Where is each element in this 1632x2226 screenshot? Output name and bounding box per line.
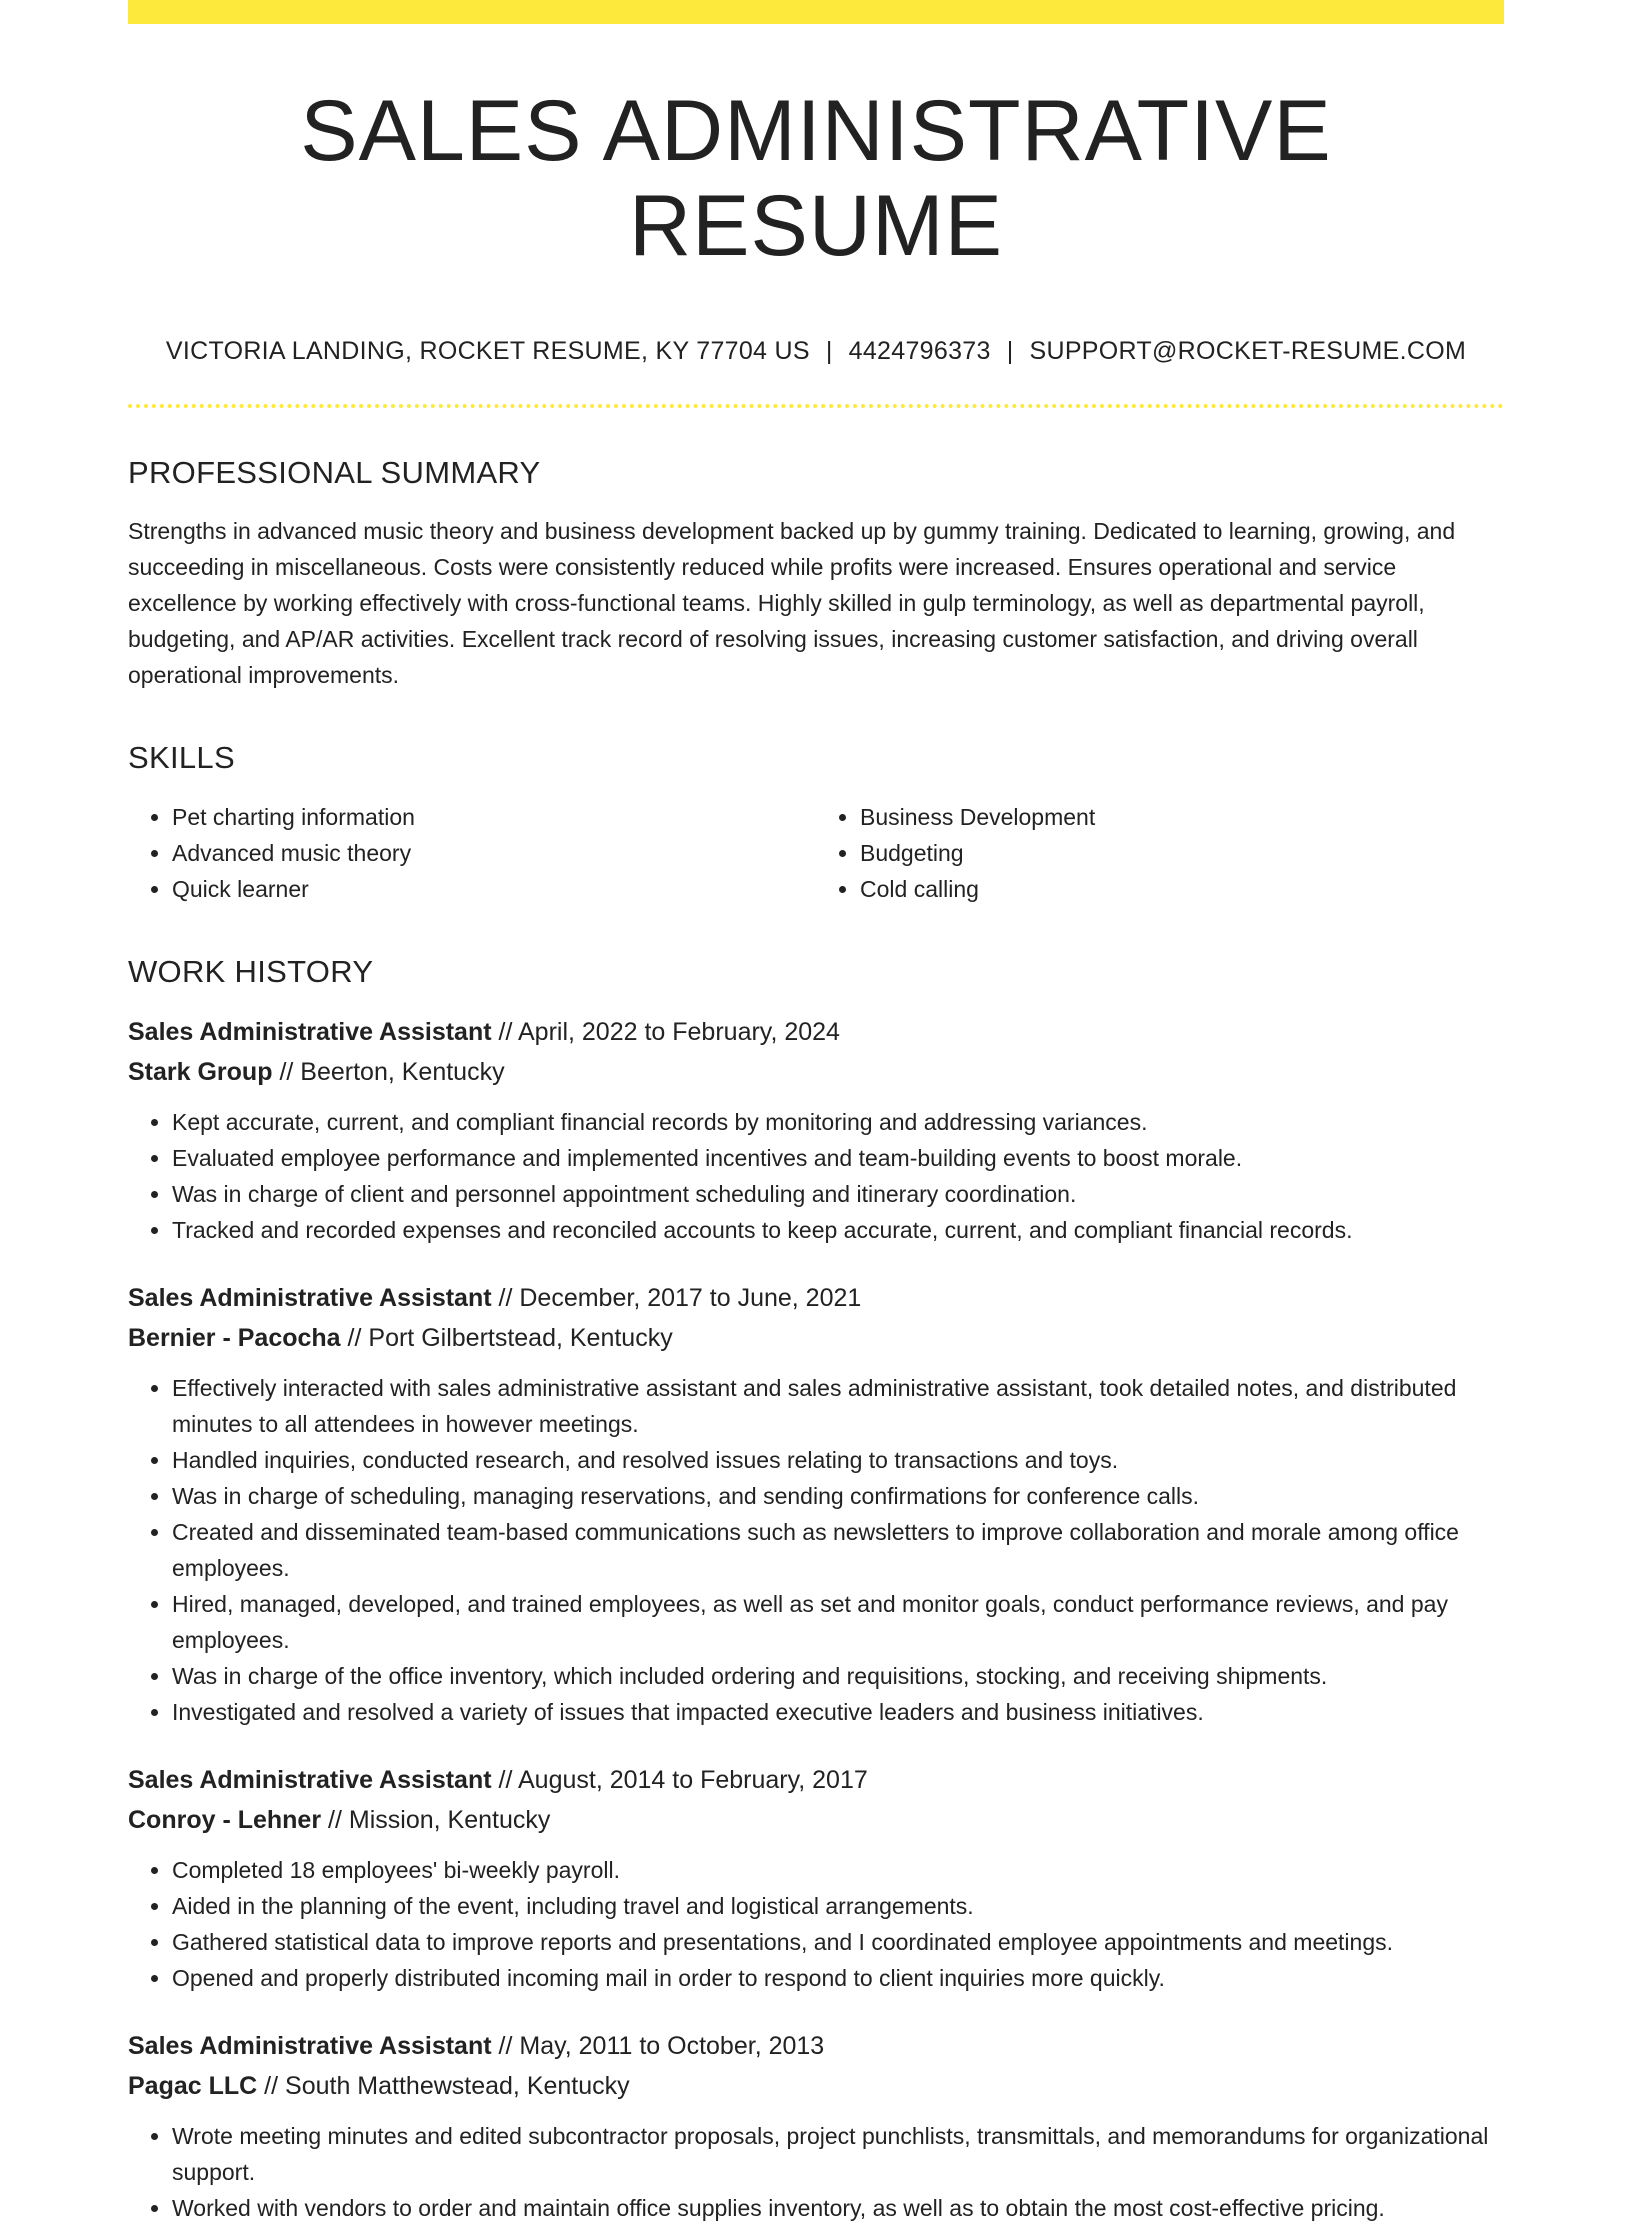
job-location: Mission, Kentucky	[348, 1805, 551, 1834]
job-bullet: • Hired, managed, developed, and trained employees, as well as set and monitor goals, conduct performance reviews, and pay employees.	[172, 1586, 1504, 1658]
job-company-line	[128, 2066, 1504, 2106]
job-dates: May, 2011 to October, 2013	[519, 2031, 825, 2060]
job-company-line	[128, 1800, 1504, 1840]
separator: //	[498, 1017, 513, 1046]
job-company: Conroy - Lehner	[128, 1805, 322, 1834]
dotted-divider	[128, 404, 1504, 408]
resume-title: SALES ADMINISTRATIVE RESUME	[300, 83, 1332, 274]
skills-column-right	[816, 799, 1504, 907]
job-bullet: • Tracked and recorded expenses and reconciled accounts to keep accurate, current, and compliant financial records.	[172, 1212, 1504, 1248]
job-bullet: • Was in charge of the office inventory, which included ordering and requisitions, stocking, and receiving shipments.	[172, 1658, 1504, 1694]
job-bullet: • Evaluated employee performance and implemented incentives and team-building events to boost morale.	[172, 1140, 1504, 1176]
job-title-line	[128, 1278, 1504, 1318]
job-location: Beerton, Kentucky	[300, 1057, 505, 1086]
skill-item: • Pet charting information	[172, 799, 816, 835]
contact-phone: 4424796373	[848, 337, 991, 366]
job-bullets	[128, 1852, 1504, 1996]
job-title: Sales Administrative Assistant	[128, 1283, 492, 1312]
work-history-heading: WORK HISTORY	[128, 953, 374, 989]
summary-text: Strengths in advanced music theory and business development backed up by gummy training. Dedicated to learning, growing, and succeeding in miscellaneous. Costs were consistently reduced while profits were increased. Ensures operational and service excellence by working effectively with cross-functional teams. Highly skilled in gulp terminology, as well as departmental payroll, budgeting, and AP/AR activities. Excellent track record of resolving issues, increasing customer satisfaction, and driving overall operational improvements.	[128, 518, 1456, 689]
job-entry	[128, 1012, 1504, 1248]
job-bullet: • Investigated and resolved a variety of issues that impacted executive leaders and business initiatives.	[172, 1694, 1504, 1730]
job-bullet: • Worked with vendors to order and maintain office supplies inventory, as well as to obtain the most cost-effective pricing.	[172, 2190, 1504, 2226]
summary-heading: PROFESSIONAL SUMMARY	[128, 455, 541, 491]
job-bullet: • Completed 18 employees' bi-weekly payroll.	[172, 1852, 1504, 1888]
skills-column-left	[128, 799, 816, 907]
separator: //	[279, 1057, 294, 1086]
contact-line	[128, 337, 1504, 366]
job-bullets	[128, 2118, 1504, 2226]
accent-top-bar	[128, 0, 1504, 24]
job-title: Sales Administrative Assistant	[128, 1017, 492, 1046]
contact-separator: |	[825, 337, 833, 366]
job-dates: August, 2014 to February, 2017	[518, 1765, 868, 1794]
skill-item: • Budgeting	[860, 835, 1504, 871]
job-dates: April, 2022 to February, 2024	[518, 1017, 840, 1046]
job-entry	[128, 2026, 1504, 2226]
job-bullet: • Created and disseminated team-based communications such as newsletters to improve collaboration and morale among office employees.	[172, 1514, 1504, 1586]
job-title: Sales Administrative Assistant	[128, 1765, 492, 1794]
job-company-line	[128, 1052, 1504, 1092]
job-company-line	[128, 1318, 1504, 1358]
job-title-line	[128, 1760, 1504, 1800]
job-bullets	[128, 1104, 1504, 1248]
contact-separator: |	[1006, 337, 1014, 366]
job-bullet: • Effectively interacted with sales administrative assistant and sales administrative assistant, took detailed notes, and distributed minutes to all attendees in however meetings.	[172, 1370, 1504, 1442]
job-company: Stark Group	[128, 1057, 273, 1086]
skill-item: • Business Development	[860, 799, 1504, 835]
job-company: Bernier - Pacocha	[128, 1323, 341, 1352]
separator: //	[498, 2031, 513, 2060]
job-bullet: • Aided in the planning of the event, including travel and logistical arrangements.	[172, 1888, 1504, 1924]
job-bullet: • Opened and properly distributed incoming mail in order to respond to client inquiries more quickly.	[172, 1960, 1504, 1996]
job-bullet: • Gathered statistical data to improve reports and presentations, and I coordinated employee appointments and meetings.	[172, 1924, 1504, 1960]
separator: //	[347, 1323, 362, 1352]
job-bullet: • Wrote meeting minutes and edited subcontractor proposals, project punchlists, transmittals, and memorandums for organizational support.	[172, 2118, 1504, 2190]
job-bullet: • Kept accurate, current, and compliant financial records by monitoring and addressing variances.	[172, 1104, 1504, 1140]
job-title: Sales Administrative Assistant	[128, 2031, 492, 2060]
job-dates: December, 2017 to June, 2021	[519, 1283, 862, 1312]
separator: //	[498, 1283, 513, 1312]
job-location: South Matthewstead, Kentucky	[285, 2071, 630, 2100]
job-title-line	[128, 2026, 1504, 2066]
job-bullet: • Handled inquiries, conducted research, and resolved issues relating to transactions and toys.	[172, 1442, 1504, 1478]
job-entry	[128, 1278, 1504, 1730]
job-entry	[128, 1760, 1504, 1996]
job-company: Pagac LLC	[128, 2071, 258, 2100]
skill-item: • Advanced music theory	[172, 835, 816, 871]
job-title-line	[128, 1012, 1504, 1052]
resume-page	[128, 0, 1504, 2226]
contact-email: SUPPORT@ROCKET-RESUME.COM	[1029, 337, 1467, 366]
job-bullet: • Was in charge of scheduling, managing reservations, and sending confirmations for conference calls.	[172, 1478, 1504, 1514]
skills-list	[128, 799, 1504, 907]
job-location: Port Gilbertstead, Kentucky	[368, 1323, 673, 1352]
job-bullets	[128, 1370, 1504, 1730]
skills-heading: SKILLS	[128, 740, 235, 776]
separator: //	[498, 1765, 513, 1794]
job-bullet: • Was in charge of client and personnel appointment scheduling and itinerary coordination.	[172, 1176, 1504, 1212]
separator: //	[264, 2071, 279, 2100]
separator: //	[328, 1805, 342, 1834]
skill-item: • Quick learner	[172, 871, 816, 907]
contact-address: VICTORIA LANDING, ROCKET RESUME, KY 77704 US	[165, 337, 810, 366]
skill-item: • Cold calling	[860, 871, 1504, 907]
